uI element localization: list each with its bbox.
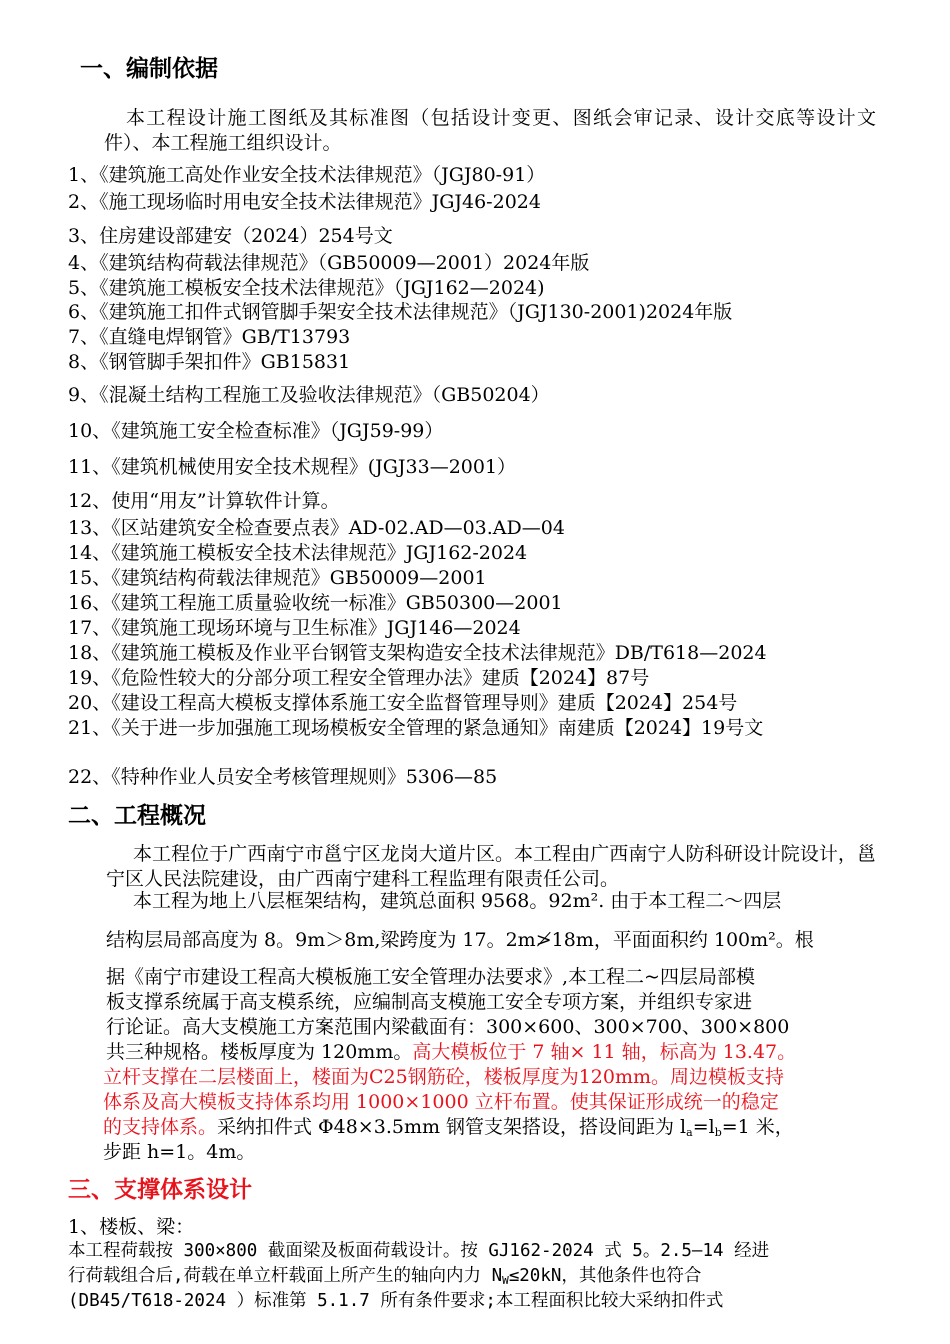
support-subheading: 1、楼板、梁： xyxy=(68,1216,195,1238)
reference-text: 《特种作业人员安全考核管理规则》5306—85 xyxy=(111,766,498,788)
reference-item xyxy=(68,566,878,591)
overview-line: 结构层局部高度为 8。9m＞8m,梁跨度为 17。2m≯18m，平面面积约 100m²。根 xyxy=(106,929,814,951)
overview-line: 共三种规格。楼板厚度为 120mm。高大模板位于 7 轴× 11 轴，标高为 13.47。 xyxy=(106,1041,797,1063)
reference-number: 15、 xyxy=(68,567,112,589)
reference-text: 《建筑施工高处作业安全技术法律规范》（JGJ80-91） xyxy=(99,164,546,186)
reference-item xyxy=(68,325,878,350)
reference-item xyxy=(68,616,878,641)
reference-number: 10、 xyxy=(68,420,112,442)
reference-number: 19、 xyxy=(68,667,112,689)
reference-text: 《建筑施工安全检查标准》（JGJ59-99） xyxy=(111,420,444,442)
reference-number: 12、 xyxy=(68,490,112,512)
section-heading-overview: 二、工程概况 xyxy=(68,803,206,829)
reference-item xyxy=(68,224,878,249)
reference-number: 18、 xyxy=(68,642,112,664)
reference-number: 5、 xyxy=(68,277,100,299)
reference-number: 2、 xyxy=(68,191,100,213)
reference-item xyxy=(68,383,878,408)
reference-number: 11、 xyxy=(68,456,112,478)
section-heading-basis: 一、编制依据 xyxy=(80,56,218,82)
overview-line: 本工程为地上八层框架结构，建筑总面积 9568。92m². 由于本工程二～四层 xyxy=(133,890,782,912)
reference-item xyxy=(68,251,878,276)
reference-text: 《建筑施工模板及作业平台钢管支架构造安全技术法律规范》DB/T618—2024 xyxy=(111,642,767,664)
reference-item xyxy=(68,541,878,566)
reference-item xyxy=(68,300,878,325)
reference-number: 21、 xyxy=(68,717,112,739)
reference-text: 《危险性较大的分部分项工程安全管理办法》建质【2024】87号 xyxy=(111,667,650,689)
reference-text: 《建筑施工现场环境与卫生标准》JGJ146—2024 xyxy=(111,617,521,639)
reference-number: 13、 xyxy=(68,517,112,539)
reference-number: 17、 xyxy=(68,617,112,639)
reference-item xyxy=(68,516,878,541)
reference-text: 《建设工程高大模板支撑体系施工安全监督管理导则》建质【2024】254号 xyxy=(111,692,738,714)
reference-number: 7、 xyxy=(68,326,100,348)
reference-text: 《建筑机械使用安全技术规程》(JGJ33—2001） xyxy=(111,456,517,478)
reference-item xyxy=(68,666,878,691)
support-line: 本工程荷载按 300×800 截面梁及板面荷载设计。按 GJ162-2024 式 5。2.5—14 经进 xyxy=(68,1241,770,1261)
reference-item xyxy=(68,591,878,616)
reference-number: 14、 xyxy=(68,542,112,564)
reference-text: 《建筑工程施工质量验收统一标准》GB50300—2001 xyxy=(111,592,563,614)
reference-item xyxy=(68,641,878,666)
reference-text: 《建筑结构荷载法律规范》GB50009—2001 xyxy=(111,567,487,589)
overview-line: 行论证。高大支模施工方案范围内梁截面有：300×600、300×700、300×800 xyxy=(106,1016,790,1038)
highlight-text: 的支持体系。 xyxy=(103,1116,218,1138)
reference-item xyxy=(68,276,878,301)
reference-text: 《关于进一步加强施工现场模板安全管理的紧急通知》南建质【2024】19号文 xyxy=(111,717,764,739)
reference-text: 《建筑结构荷载法律规范》（GB50009—2001）2024年版 xyxy=(99,252,590,274)
reference-number: 1、 xyxy=(68,164,100,186)
reference-item xyxy=(68,455,878,480)
overview-line: 的支持体系。采纳扣件式 Φ48×3.5mm 钢管支架搭设，搭设间距为 $l_a=l_b=1$ 米， xyxy=(103,1116,794,1139)
reference-text: 《钢管脚手架扣件》GB15831 xyxy=(99,351,351,373)
reference-number: 8、 xyxy=(68,351,100,373)
reference-text: 《直缝电焊钢管》GB/T13793 xyxy=(99,326,351,348)
reference-number: 16、 xyxy=(68,592,112,614)
reference-text: 《施工现场临时用电安全技术法律规范》JGJ46-2024 xyxy=(99,191,541,213)
reference-text: 《建筑施工扣件式钢管脚手架安全技术法律规范》（JGJ130-2001)2024年版 xyxy=(99,301,733,323)
basis-intro-paragraph: 本工程设计施工图纸及其标准图（包括设计变更、图纸会审记录、设计交底等设计文件）、本工程施工组织设计。 xyxy=(104,107,876,154)
highlight-line: 体系及高大模板支持体系均用 1000×1000 立杆布置。使其保证形成统一的稳定 xyxy=(103,1091,779,1113)
reference-text: 住房建设部建安（2024）254号文 xyxy=(99,225,393,247)
reference-item xyxy=(68,190,878,215)
highlight-line: 立杆支撑在二层楼面上，楼面为C25钢筋砼，楼板厚度为120mm。周边模板支持 xyxy=(103,1066,785,1088)
reference-item xyxy=(68,419,878,444)
reference-text: 《建筑施工模板安全技术法律规范》（JGJ162—2024) xyxy=(99,277,545,299)
overview-line: 板支撑系统属于高支模系统，应编制高支模施工安全专项方案，并组织专家进 xyxy=(106,991,753,1013)
reference-text: 使用“用友”计算软件计算。 xyxy=(111,490,340,512)
reference-number: 20、 xyxy=(68,692,112,714)
overview-line: 据《南宁市建设工程高大模板施工安全管理办法要求》,本工程二~四层局部模 xyxy=(106,966,755,988)
reference-item xyxy=(68,489,878,514)
section-heading-support-design: 三、支撑体系设计 xyxy=(68,1177,252,1203)
reference-item xyxy=(68,765,878,790)
reference-text: 《混凝土结构工程施工及验收法律规范》（GB50204） xyxy=(99,384,550,406)
reference-item xyxy=(68,350,878,375)
reference-number: 6、 xyxy=(68,301,100,323)
reference-number: 22、 xyxy=(68,766,112,788)
reference-number: 3、 xyxy=(68,225,100,247)
reference-item xyxy=(68,691,878,716)
reference-item xyxy=(68,716,878,741)
reference-text: 《区站建筑安全检查要点表》AD-02.AD—03.AD—04 xyxy=(111,517,565,539)
reference-item xyxy=(68,163,878,188)
highlight-text: 高大模板位于 7 轴× 11 轴，标高为 13.47。 xyxy=(412,1041,797,1063)
reference-number: 4、 xyxy=(68,252,100,274)
overview-paragraph-1: 本工程位于广西南宁市邕宁区龙岗大道片区。本工程由广西南宁人防科研设计院设计，邕宁区人民法院建设，由广西南宁建科工程监理有限责任公司。 xyxy=(106,843,876,890)
reference-number: 9、 xyxy=(68,384,100,406)
reference-text: 《建筑施工模板安全技术法律规范》JGJ162-2024 xyxy=(111,542,528,564)
support-line: 行荷载组合后,荷载在单立杆载面上所产生的轴向内力 $N_W\le 20kN$，其他条件也符合 xyxy=(68,1266,702,1287)
overview-line: 步距 h=1。4m。 xyxy=(103,1141,256,1163)
support-line: (DB45/T618-2024 ）标准第 5.1.7 所有条件要求;本工程面积比较大采纳扣件式 xyxy=(68,1291,724,1311)
